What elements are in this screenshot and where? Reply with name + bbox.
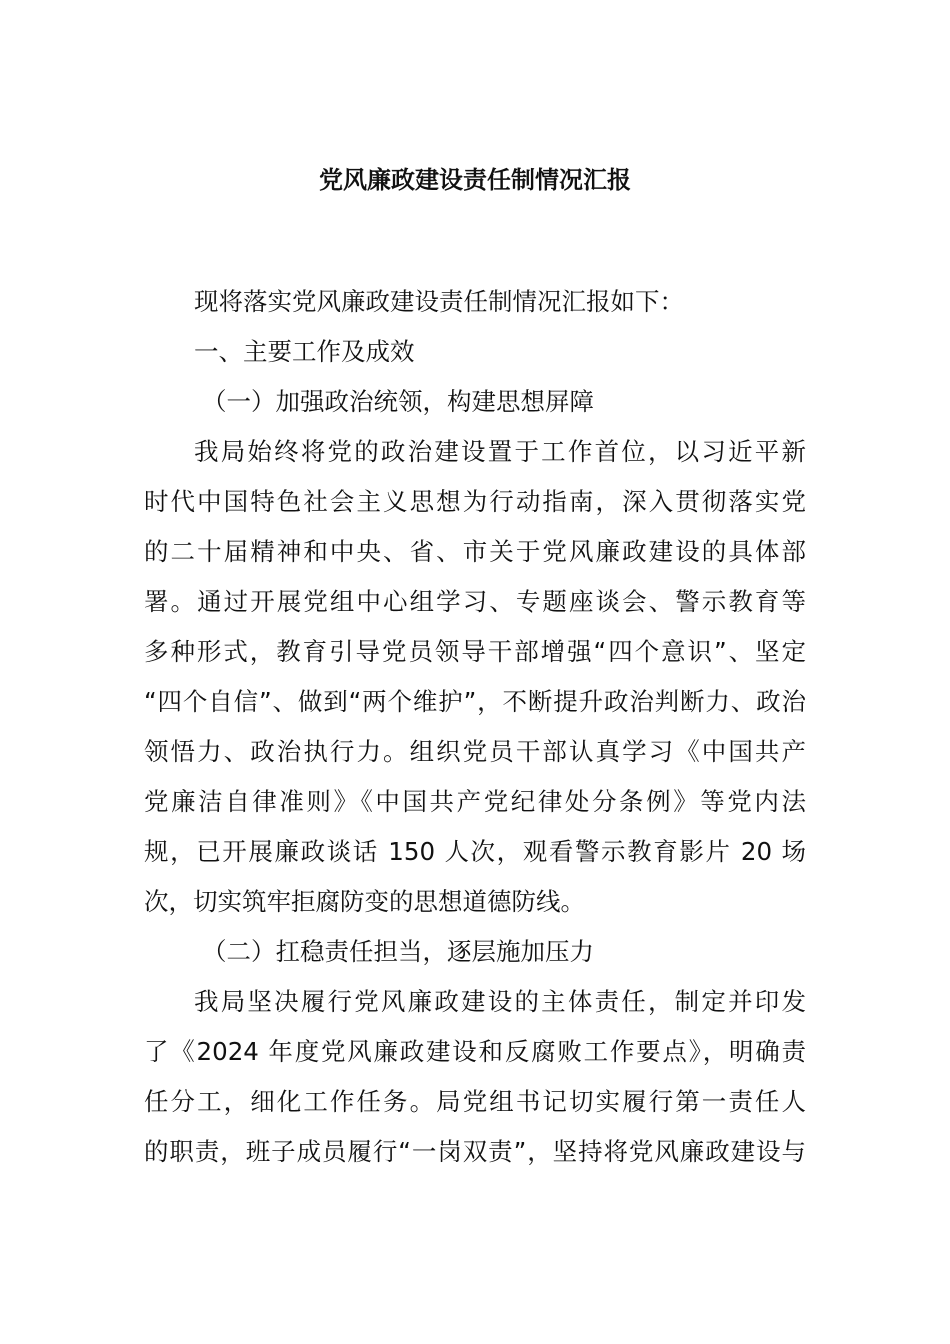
paragraph-line: 多种形式，教育引导党员领导干部增强“四个意识”、坚定 bbox=[144, 637, 806, 666]
paragraph-line: 我局坚决履行党风廉政建设的主体责任，制定并印发 bbox=[194, 987, 806, 1016]
paragraph-line: 次，切实筑牢拒腐防变的思想道德防线。 bbox=[144, 887, 585, 916]
subsection-heading-2: （二）扛稳责任担当，逐层施加压力 bbox=[202, 937, 594, 966]
paragraph-line: 的二十届精神和中央、省、市关于党风廉政建设的具体部 bbox=[144, 537, 806, 566]
paragraph-line: 署。通过开展党组中心组学习、专题座谈会、警示教育等 bbox=[144, 587, 806, 616]
paragraph-line: 规，已开展廉政谈话 150 人次，观看警示教育影片 20 场 bbox=[144, 837, 806, 866]
paragraph-line: 的职责，班子成员履行“一岗双责”，坚持将党风廉政建设与 bbox=[144, 1137, 806, 1166]
paragraph-line: 了《2024 年度党风廉政建设和反腐败工作要点》，明确责 bbox=[144, 1037, 806, 1066]
paragraph-line: “四个自信”、做到“两个维护”，不断提升政治判断力、政治 bbox=[144, 687, 806, 716]
section-heading-1: 一、主要工作及成效 bbox=[194, 337, 415, 366]
intro-line: 现将落实党风廉政建设责任制情况汇报如下： bbox=[194, 287, 684, 316]
document-title: 党风廉政建设责任制情况汇报 bbox=[319, 166, 631, 194]
paragraph-line: 我局始终将党的政治建设置于工作首位，以习近平新 bbox=[194, 437, 806, 466]
paragraph-line: 时代中国特色社会主义思想为行动指南，深入贯彻落实党 bbox=[144, 487, 806, 516]
paragraph-line: 任分工，细化工作任务。局党组书记切实履行第一责任人 bbox=[144, 1087, 806, 1116]
paragraph-line: 党廉洁自律准则》《中国共产党纪律处分条例》等党内法 bbox=[144, 787, 806, 816]
subsection-heading-1: （一）加强政治统领，构建思想屏障 bbox=[202, 387, 594, 416]
paragraph-line: 领悟力、政治执行力。组织党员干部认真学习《中国共产 bbox=[144, 737, 806, 766]
